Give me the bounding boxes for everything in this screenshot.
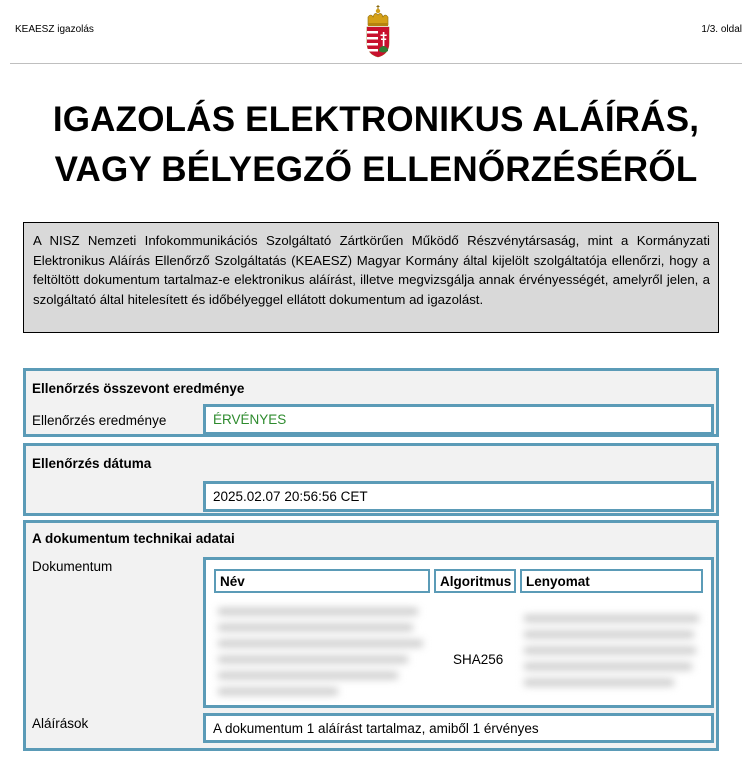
- result-label: Ellenőrzés eredménye: [32, 413, 167, 428]
- title-line-1: IGAZOLÁS ELEKTRONIKUS ALÁÍRÁS,: [52, 100, 700, 139]
- signatures-label: Aláírások: [32, 716, 89, 731]
- column-header-name: Név: [214, 569, 430, 593]
- summary-section-title: Ellenőrzés összevont eredménye: [32, 381, 245, 396]
- column-header-hash: Lenyomat: [520, 569, 703, 593]
- summary-section: [23, 368, 719, 437]
- page-title: [0, 95, 752, 195]
- technical-section-title: A dokumentum technikai adatai: [32, 531, 235, 546]
- header-page-number: 1/3. oldal: [701, 24, 742, 35]
- hungarian-coat-of-arms-icon: [364, 3, 392, 58]
- date-value: 2025.02.07 20:56:56 CET: [213, 489, 368, 504]
- document-name-redacted: [218, 608, 428, 703]
- header-divider: [10, 63, 742, 64]
- document-table: [203, 557, 714, 708]
- intro-paragraph: A NISZ Nemzeti Infokommunikációs Szolgáltató Zártkörűen Működő Részvénytársaság, mint a Kormányzati Elektronikus Aláírás Ellenőrző Szolgáltatás (KEAESZ) Magyar Kormány által kijelölt szolgáltatója ellenőrzi, hogy a feltöltött dokumentum tartalmaz-e elektronikus aláírást, illetve megvizsgálja annak érvényességét, amelyről jelen, a szolgáltató által hitelesített és időbélyeggel ellátott dokumentum ad igazolást.: [23, 222, 719, 333]
- hash-value-redacted: [524, 615, 704, 695]
- date-value-box: [203, 481, 714, 512]
- algorithm-value: SHA256: [453, 652, 504, 667]
- result-value: ÉRVÉNYES: [213, 412, 287, 427]
- date-section-title: Ellenőrzés dátuma: [32, 456, 152, 471]
- document-label: Dokumentum: [32, 559, 113, 574]
- column-header-algorithm: Algoritmus: [434, 569, 516, 593]
- date-section: [23, 443, 719, 516]
- signatures-value-box: [203, 713, 714, 743]
- result-value-box: [203, 404, 714, 435]
- technical-section: [23, 520, 719, 751]
- title-line-2: VAGY BÉLYEGZŐ ELLENŐRZÉSÉRŐL: [54, 150, 698, 189]
- header-left-text: KEAESZ igazolás: [15, 24, 94, 35]
- signatures-value: A dokumentum 1 aláírást tartalmaz, amiből 1 érvényes: [213, 720, 539, 736]
